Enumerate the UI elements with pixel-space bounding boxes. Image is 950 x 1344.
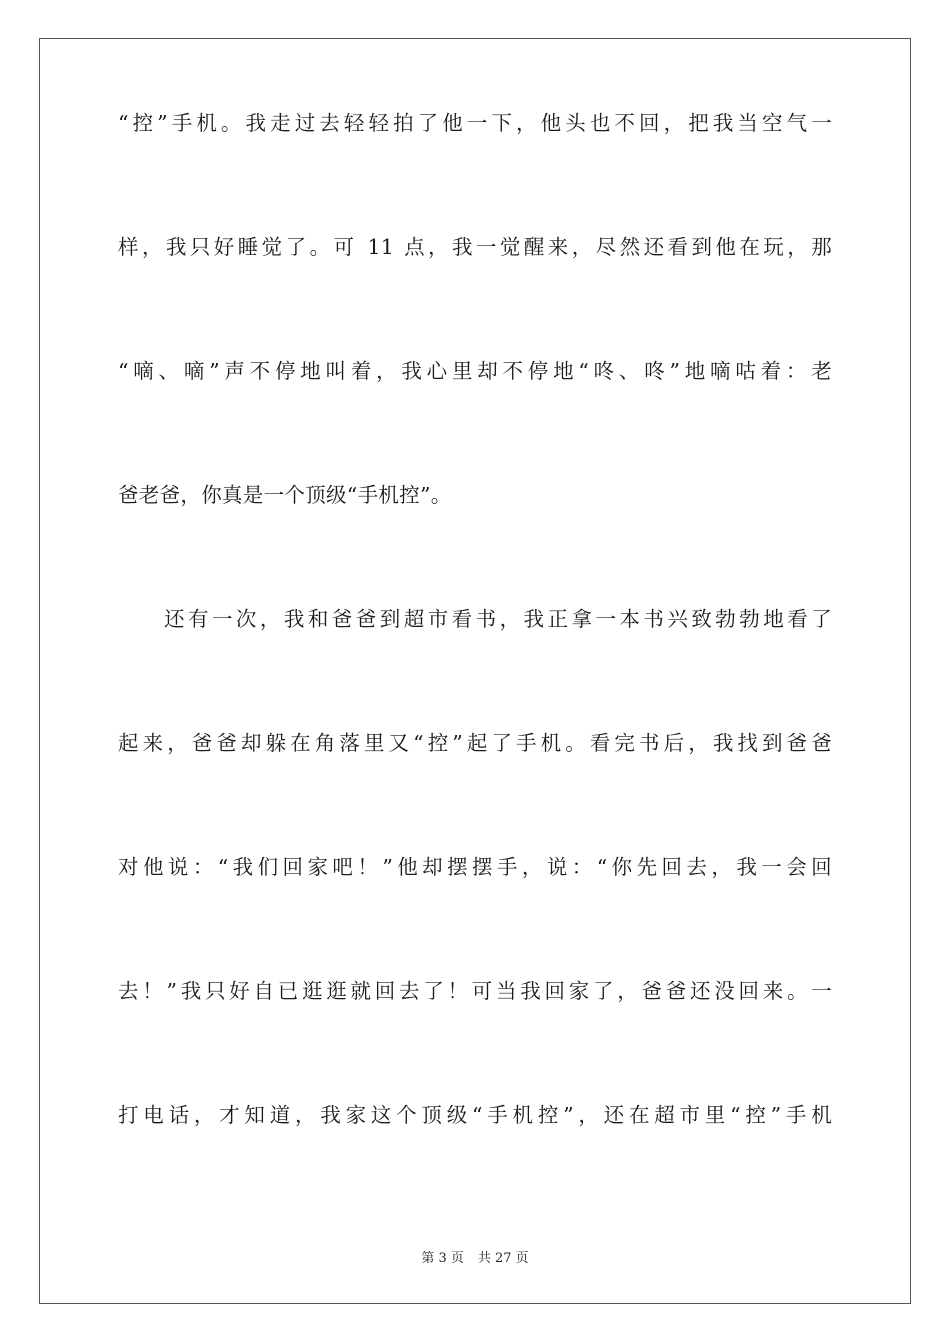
text-line-3: “嘀、嘀”声不停地叫着，我心里却不停地“咚、咚”地嘀咕着：老: [118, 359, 832, 383]
text-line-2: 样，我只好睡觉了。可 11 点，我一觉醒来，尽然还看到他在玩，那: [118, 235, 832, 259]
page-number: 第 3 页: [421, 1251, 464, 1266]
page-footer: [0, 1247, 950, 1266]
text-line-5: 还有一次，我和爸爸到超市看书，我正拿一本书兴致勃勃地看了: [164, 607, 832, 631]
document-body: [118, 110, 832, 1226]
text-line-1: “控”手机。我走过去轻轻拍了他一下，他头也不回，把我当空气一: [118, 111, 832, 135]
text-line-7: 对他说：“我们回家吧！”他却摆摆手，说：“你先回去，我一会回: [118, 855, 832, 879]
text-line-6: 起来，爸爸却躲在角落里又“控”起了手机。看完书后，我找到爸爸: [118, 731, 832, 755]
text-line-8: 去！”我只好自已逛逛就回去了！可当我回家了，爸爸还没回来。一: [118, 979, 832, 1003]
text-line-9: 打电话，才知道，我家这个顶级“手机控”，还在超市里“控”手机: [118, 1103, 832, 1127]
page-total: 共 27 页: [477, 1251, 529, 1266]
text-line-4: 爸老爸，你真是一个顶级“手机控”。: [118, 483, 452, 507]
